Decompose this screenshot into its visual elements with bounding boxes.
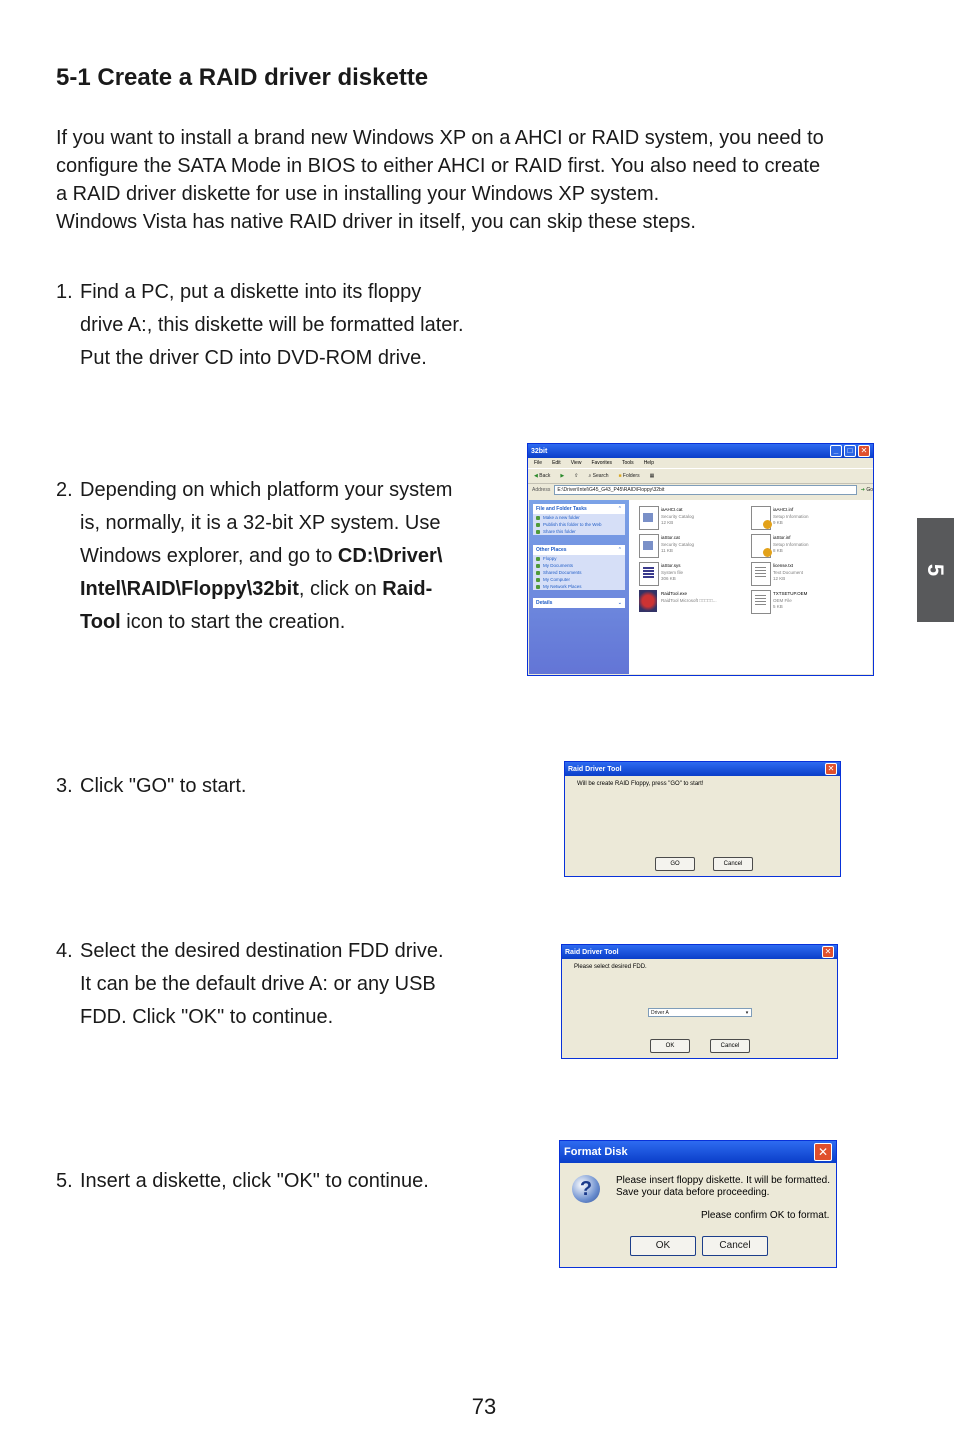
collapse-icon[interactable]: ⌃	[617, 506, 622, 512]
chevron-down-icon[interactable]: ▾	[745, 1010, 749, 1016]
folders-button[interactable]: ■ Folders	[618, 473, 640, 479]
format-disk-titlebar: Format Disk ✕	[560, 1141, 836, 1163]
details-panel: Details ⌄	[533, 598, 625, 608]
format-disk-line3: Please confirm OK to format.	[701, 1210, 830, 1221]
back-icon: ◀	[534, 473, 538, 479]
collapse-icon[interactable]: ⌃	[617, 547, 622, 553]
file-folder-tasks-panel: File and Folder Tasks ⌃ Make a new folder Publish this folder to the Web Share this folder	[533, 504, 625, 535]
up-folder-icon[interactable]: ⇧	[574, 473, 579, 479]
menu-edit[interactable]: Edit	[552, 460, 561, 466]
explorer-menubar	[528, 458, 873, 468]
place-network[interactable]: My Network Places	[533, 583, 625, 590]
explorer-toolbar	[528, 468, 873, 484]
text-file-icon	[751, 562, 771, 586]
ok-button[interactable]: OK	[630, 1236, 696, 1256]
cancel-button[interactable]: Cancel	[702, 1236, 768, 1256]
intro-paragraph: If you want to install a brand new Windows XP on a AHCI or RAID system, you need to configure the SATA Mode in BIOS to either AHCI or RAID first. You also need to create a RAID driver diskette for use in installing your Windows XP system. Windows Vista has native RAID driver in itself, you can skip these steps.	[56, 127, 824, 233]
search-icon: ⌕	[588, 473, 592, 479]
maximize-icon[interactable]: □	[844, 445, 856, 457]
file-item[interactable]: iaAHCI.inf Setup Information 9 KB	[751, 506, 861, 530]
raidtool-file-item[interactable]: RaidTool.exe RaidTool Microsoft □□□□□...	[639, 590, 749, 614]
minimize-icon[interactable]: _	[830, 445, 842, 457]
file-list	[629, 500, 872, 674]
views-icon[interactable]: ▦	[649, 473, 655, 479]
chapter-tab: 5	[917, 518, 954, 622]
page-number: 73	[471, 1394, 497, 1419]
step-2: 2. Depending on which platform your system is, normally, it is a 32-bit XP system. Use Windows explorer, and go to CD:\Driver\ Intel\RAID\Floppy\32bit, click on Raid- Tool icon to start the creation.	[56, 479, 453, 633]
file-item[interactable]: iaStor.sys System file 306 KB	[639, 562, 749, 586]
address-input[interactable]: E:\Driver\Intel\G45_G43_P45\RAID\Floppy\32bit	[554, 485, 856, 495]
raid-select-dialog	[561, 944, 838, 1059]
format-disk-line2: Save your data before proceeding.	[616, 1187, 770, 1198]
place-my-documents[interactable]: My Documents	[533, 562, 625, 569]
go-arrow-icon: ➔	[860, 486, 865, 493]
file-item[interactable]: iaStor.cat Security Catalog 11 KB	[639, 534, 749, 558]
task-make-folder[interactable]: Make a new folder	[533, 514, 625, 521]
place-floppy[interactable]: Floppy	[533, 555, 625, 562]
place-shared-documents[interactable]: Shared Documents	[533, 569, 625, 576]
raid-go-dialog	[564, 761, 841, 877]
search-button[interactable]: ⌕ Search	[588, 473, 609, 479]
close-icon[interactable]: ✕	[825, 763, 837, 775]
back-button[interactable]: ◀ Back	[534, 473, 551, 479]
file-item[interactable]: license.txt Text Document 12 KB	[751, 562, 861, 586]
explorer-titlebar: 32bit _ □ ✕	[528, 444, 873, 458]
cancel-button[interactable]: Cancel	[710, 1039, 750, 1053]
format-disk-dialog	[559, 1140, 837, 1268]
oem-file-icon	[751, 590, 771, 614]
catalog-file-icon	[639, 506, 659, 530]
menu-tools[interactable]: Tools	[622, 460, 634, 466]
raid-select-message: Please select desired FDD.	[574, 964, 647, 970]
close-icon[interactable]: ✕	[858, 445, 870, 457]
task-share-folder[interactable]: Share this folder	[533, 528, 625, 535]
task-publish-web[interactable]: Publish this folder to the Web	[533, 521, 625, 528]
raid-select-titlebar: Raid Driver Tool ✕	[562, 945, 837, 959]
page-title: 5-1 Create a RAID driver diskette	[56, 64, 429, 91]
forward-icon[interactable]: ▶	[560, 473, 565, 479]
menu-file[interactable]: File	[534, 460, 543, 466]
question-icon: ?	[572, 1175, 600, 1203]
menu-view[interactable]: View	[570, 460, 582, 466]
other-places-panel: Other Places ⌃ Floppy My Documents Shared Documents My Computer My Network Places	[533, 545, 625, 590]
setup-info-file-icon	[751, 534, 771, 558]
place-my-computer[interactable]: My Computer	[533, 576, 625, 583]
close-icon[interactable]: ✕	[814, 1143, 832, 1161]
catalog-file-icon	[639, 534, 659, 558]
step-1: 1. Find a PC, put a diskette into its floppy drive A:, this diskette will be formatted later. Put the driver CD into DVD-ROM drive.	[56, 281, 464, 369]
system-file-icon	[639, 562, 659, 586]
expand-icon[interactable]: ⌄	[617, 600, 622, 606]
raid-go-message: Will be create RAID Floppy, press "GO" to start!	[577, 781, 704, 787]
explorer-window	[527, 443, 874, 676]
step-4: 4. Select the desired destination FDD drive. It can be the default drive A: or any USB FDD. Click "OK" to continue.	[56, 940, 444, 1028]
folder-icon: ■	[618, 473, 622, 479]
cancel-button[interactable]: Cancel	[713, 857, 753, 871]
format-disk-line1: Please insert floppy diskette. It will be formatted.	[616, 1175, 830, 1186]
menu-help[interactable]: Help	[643, 460, 654, 466]
fdd-drive-select[interactable]: Driver A ▾	[648, 1008, 752, 1017]
ok-button[interactable]: OK	[650, 1039, 690, 1053]
step-3: 3. Click "GO" to start.	[56, 775, 247, 797]
setup-info-file-icon	[751, 506, 771, 530]
raid-go-titlebar: Raid Driver Tool ✕	[565, 762, 840, 776]
task-pane	[529, 500, 629, 674]
file-item[interactable]: TXTSETUP.OEM OEM File 5 KB	[751, 590, 861, 614]
explorer-body	[529, 500, 872, 674]
file-item[interactable]: iaAHCI.cat Security Catalog 12 KB	[639, 506, 749, 530]
menu-favorites[interactable]: Favorites	[591, 460, 612, 466]
raidtool-app-icon	[639, 590, 657, 612]
file-item[interactable]: iaStor.inf Setup Information 8 KB	[751, 534, 861, 558]
go-button[interactable]: GO	[655, 857, 695, 871]
go-button[interactable]: ➔ Go	[860, 486, 873, 493]
step-5: 5. Insert a diskette, click "OK" to continue.	[56, 1170, 429, 1192]
close-icon[interactable]: ✕	[822, 946, 834, 958]
address-bar: Address E:\Driver\Intel\G45_G43_P45\RAID\Floppy\32bit ➔ Go	[532, 486, 873, 493]
